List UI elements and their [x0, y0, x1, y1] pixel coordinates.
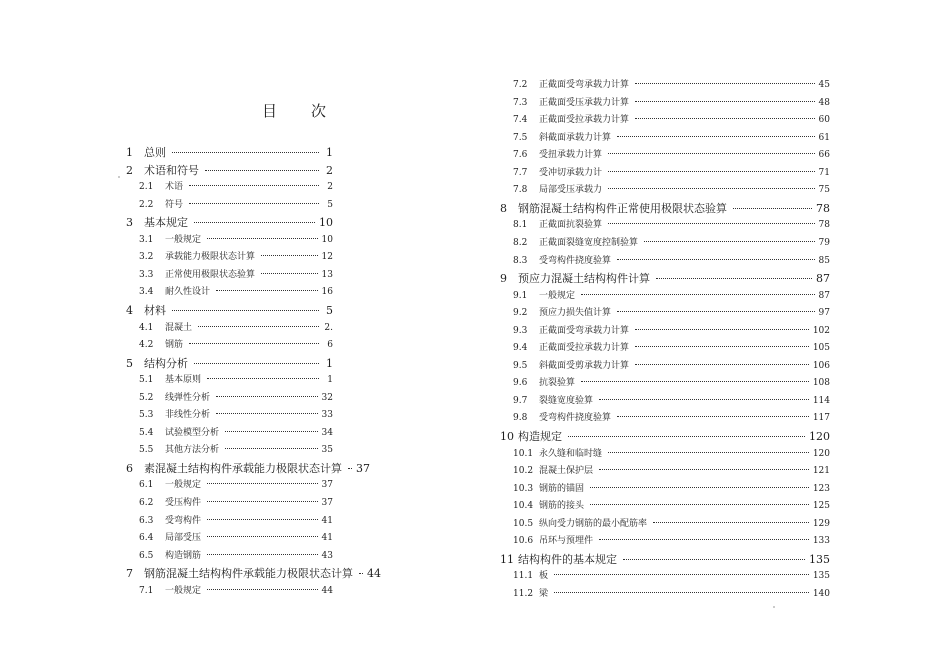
- toc-entry-title: 预应力损失值计算: [539, 308, 612, 319]
- toc-entry-page: 120: [812, 448, 830, 459]
- toc-entry-number: 6.2: [139, 498, 154, 508]
- toc-entry[interactable]: [126, 355, 333, 372]
- toc-entry-number: 7.3: [513, 97, 528, 108]
- toc-entry-number: 4.1: [139, 322, 154, 333]
- toc-entry[interactable]: [513, 568, 830, 585]
- toc-entry[interactable]: [513, 182, 830, 199]
- toc-entry-page: 87: [816, 272, 830, 286]
- toc-entry[interactable]: [513, 130, 830, 147]
- toc-entry-number: 8.2: [513, 237, 528, 248]
- toc-entry-title: 正常使用极限状态验算: [165, 269, 256, 280]
- toc-entry[interactable]: [139, 548, 333, 565]
- toc-entry[interactable]: [513, 235, 830, 252]
- toc-entry-title: 承载能力极限状态计算: [165, 252, 256, 263]
- toc-entry[interactable]: [513, 393, 830, 410]
- toc-entry-page: 48: [818, 97, 830, 108]
- toc-entry-title: 材料: [144, 303, 166, 317]
- toc-entry[interactable]: [513, 95, 830, 112]
- toc-title-char-1: 目: [262, 102, 278, 120]
- toc-entry-page: 60: [818, 115, 830, 126]
- toc-entry-page: 12: [321, 252, 333, 263]
- toc-entry-page: 114: [812, 395, 830, 406]
- dot-leader: [216, 396, 318, 397]
- toc-entry-number: 9.7: [513, 395, 528, 406]
- toc-entry-page: 37: [321, 498, 333, 508]
- toc-entry[interactable]: [500, 551, 830, 568]
- toc-entry-title: 受扭承载力计算: [539, 150, 603, 161]
- toc-entry-page: 75: [818, 185, 830, 196]
- toc-entry-number: 11: [500, 552, 514, 566]
- toc-entry[interactable]: [513, 217, 830, 234]
- toc-entry[interactable]: [513, 463, 830, 480]
- toc-entry[interactable]: [139, 249, 333, 266]
- dot-leader: [617, 136, 815, 137]
- toc-entry-number: 7.8: [513, 185, 528, 196]
- toc-entry-page: 123: [812, 483, 830, 494]
- toc-entry-page: 41: [321, 515, 333, 526]
- dot-leader: [599, 539, 809, 540]
- toc-entry[interactable]: [513, 305, 830, 322]
- dot-leader: [189, 185, 319, 186]
- toc-entry-page: 129: [812, 518, 830, 529]
- toc-entry-page: 87: [818, 290, 830, 301]
- dot-leader: [261, 273, 318, 274]
- dot-leader: [581, 381, 809, 382]
- toc-entry-number: 3.4: [139, 287, 154, 298]
- toc-entry-page: 106: [812, 360, 830, 371]
- toc-entry[interactable]: [513, 481, 830, 498]
- toc-entry-number: 7.5: [513, 132, 528, 143]
- dot-leader: [617, 416, 809, 417]
- toc-entry-title: 纵向受力钢筋的最小配筋率: [539, 518, 648, 529]
- toc-entry-title: 正截面抗裂验算: [539, 220, 603, 231]
- toc-entry[interactable]: [139, 372, 333, 389]
- toc-entry-number: 6: [126, 461, 133, 475]
- dot-leader: [207, 483, 318, 484]
- toc-entry-page: 97: [818, 308, 830, 319]
- toc-entry[interactable]: [513, 533, 830, 550]
- toc-entry[interactable]: [139, 179, 333, 196]
- toc-entry[interactable]: [139, 583, 333, 600]
- toc-entry-number: 3.2: [139, 252, 154, 263]
- toc-entry-title: 永久缝和临时缝: [539, 448, 603, 459]
- toc-entry-number: 9.6: [513, 378, 528, 389]
- dot-leader: [207, 554, 318, 555]
- toc-entry[interactable]: [139, 284, 333, 301]
- toc-entry-number: 10.6: [513, 536, 534, 547]
- toc-entry-number: 7.2: [513, 80, 528, 90]
- toc-entry-page: 35: [321, 445, 333, 456]
- toc-entry-page: 133: [812, 536, 830, 547]
- dot-leader: [590, 487, 809, 488]
- toc-entry-number: 10: [500, 430, 514, 443]
- toc-entry[interactable]: [126, 144, 333, 161]
- toc-entry[interactable]: [139, 477, 333, 494]
- toc-entry-number: 5.3: [139, 410, 154, 421]
- toc-entry-number: 5.1: [139, 375, 154, 386]
- dot-leader: [348, 468, 352, 469]
- toc-entry-title: 一般规定: [165, 234, 202, 245]
- toc-entry-number: 5.2: [139, 392, 154, 403]
- toc-entry-title: 正截面受拉承载力计算: [539, 115, 630, 126]
- toc-entry-title: 素混凝土结构构件承载能力极限状态计算: [144, 461, 342, 475]
- toc-entry-number: 10.4: [513, 501, 534, 512]
- toc-entry-number: 7.7: [513, 167, 528, 178]
- toc-entry-page: 85: [818, 255, 830, 266]
- toc-entry-title: 正截面裂缝宽度控制验算: [539, 237, 639, 248]
- toc-entry-page: 1: [326, 356, 333, 370]
- toc-entry[interactable]: [126, 565, 381, 582]
- toc-entry-number: 6.1: [139, 480, 154, 491]
- toc-entry-number: 7.6: [513, 150, 528, 161]
- toc-entry-title: 钢筋的接头: [539, 501, 585, 512]
- toc-entry[interactable]: [139, 407, 333, 424]
- toc-entry-title: 非线性分析: [165, 410, 211, 421]
- dot-leader: [207, 589, 318, 590]
- toc-entry[interactable]: [513, 410, 830, 427]
- scan-speck: [118, 176, 120, 178]
- toc-entry[interactable]: [513, 516, 830, 533]
- toc-entry-number: 2.1: [139, 182, 154, 193]
- toc-entry-page: 37: [356, 461, 370, 475]
- toc-entry-number: 6.5: [139, 550, 154, 561]
- toc-entry-title: 正截面受弯承载力计算: [539, 80, 630, 90]
- toc-entry-title: 受弯构件挠度验算: [539, 413, 612, 424]
- dot-leader: [635, 364, 809, 365]
- dot-leader: [194, 222, 315, 223]
- toc-entry[interactable]: [513, 586, 830, 603]
- toc-entry-number: 10.1: [513, 448, 534, 459]
- toc-entry-title: 钢筋: [165, 340, 184, 351]
- toc-entry-title: 构造规定: [518, 430, 562, 443]
- toc-entry[interactable]: [126, 460, 370, 477]
- toc-entry-number: 5.4: [139, 427, 154, 438]
- toc-entry-page: 135: [812, 571, 830, 582]
- dot-leader: [554, 592, 809, 593]
- toc-entry-page: 2: [326, 163, 333, 177]
- dot-leader: [216, 413, 318, 414]
- toc-entry-number: 3.3: [139, 269, 154, 280]
- dot-leader: [608, 223, 815, 224]
- dot-leader: [608, 153, 815, 154]
- toc-entry-page: 121: [812, 466, 830, 477]
- toc-entry[interactable]: [513, 375, 830, 392]
- toc-entry[interactable]: [513, 253, 830, 270]
- dot-leader: [635, 118, 815, 119]
- dot-leader: [359, 573, 363, 574]
- toc-entry[interactable]: [513, 77, 830, 94]
- toc-entry-title: 总则: [144, 146, 166, 159]
- toc-entry-number: 2: [126, 163, 133, 177]
- dot-leader: [635, 83, 815, 84]
- toc-entry-title: 受冲切承载力计: [539, 167, 603, 178]
- toc-entry[interactable]: [513, 358, 830, 375]
- toc-entry-number: 8.3: [513, 255, 528, 266]
- toc-entry-title: 梁: [539, 588, 549, 599]
- toc-entry[interactable]: [139, 495, 333, 512]
- dot-leader: [608, 171, 815, 172]
- toc-entry-title: 混凝土保护层: [539, 466, 594, 477]
- toc-entry-title: 受弯构件挠度验算: [539, 255, 612, 266]
- toc-entry-title: 局部受压承载力: [539, 185, 603, 196]
- toc-entry[interactable]: [513, 165, 830, 182]
- toc-entry-page: 41: [321, 533, 333, 544]
- toc-entry-page: 108: [812, 378, 830, 389]
- toc-entry-title: 基本规定: [144, 216, 188, 230]
- toc-entry-number: 5.5: [139, 445, 154, 456]
- toc-entry-page: 102: [812, 325, 830, 336]
- toc-entry-title: 板: [539, 571, 549, 582]
- toc-entry-number: 1: [126, 146, 133, 159]
- toc-entry-title: 斜截面承载力计算: [539, 132, 612, 143]
- toc-entry-number: 7: [126, 567, 133, 581]
- toc-entry[interactable]: [126, 214, 333, 231]
- toc-entry-page: 32: [321, 392, 333, 403]
- toc-entry-page: 43: [321, 550, 333, 561]
- toc-entry-title: 正截面受压承载力计算: [539, 97, 630, 108]
- toc-entry[interactable]: [513, 498, 830, 515]
- dot-leader: [216, 290, 318, 291]
- toc-entry-number: 9.8: [513, 413, 528, 424]
- dot-leader: [653, 522, 809, 523]
- toc-entry-page: 78: [816, 201, 830, 215]
- toc-entry-number: 7.1: [139, 585, 154, 596]
- toc-entry-title: 正截面受弯承载力计算: [539, 325, 630, 336]
- toc-entry-title: 术语: [165, 182, 184, 193]
- toc-entry-number: 11.1: [513, 571, 534, 582]
- toc-entry[interactable]: [139, 232, 333, 249]
- dot-leader: [644, 241, 815, 242]
- toc-entry[interactable]: [500, 270, 830, 287]
- dot-leader: [205, 170, 319, 171]
- toc-entry-page: 125: [812, 501, 830, 512]
- dot-leader: [623, 559, 805, 560]
- toc-entry-number: 8: [500, 201, 507, 215]
- toc-entry-number: 9.3: [513, 325, 528, 336]
- toc-entry-page: 10: [321, 234, 333, 245]
- dot-leader: [635, 101, 815, 102]
- toc-entry[interactable]: [500, 200, 830, 217]
- dot-leader: [590, 504, 809, 505]
- toc-entry-number: 9.4: [513, 343, 528, 354]
- toc-entry-number: 4.2: [139, 340, 154, 351]
- dot-leader: [608, 452, 809, 453]
- toc-entry-title: 受弯构件: [165, 515, 202, 526]
- toc-entry-page: 71: [818, 167, 830, 178]
- toc-entry-title: 结构分析: [144, 356, 188, 370]
- toc-entry[interactable]: [139, 513, 333, 530]
- toc-entry-title: 钢筋的锚固: [539, 483, 585, 494]
- dot-leader: [554, 574, 809, 575]
- toc-entry[interactable]: [126, 162, 333, 179]
- dot-leader: [172, 310, 319, 311]
- toc-entry[interactable]: [513, 446, 830, 463]
- toc-entry-number: 6.3: [139, 515, 154, 526]
- toc-entry-page: 66: [818, 150, 830, 161]
- toc-entry-number: 9.1: [513, 290, 528, 301]
- dot-leader: [581, 294, 815, 295]
- dot-leader: [225, 431, 318, 432]
- toc-entry[interactable]: [139, 390, 333, 407]
- toc-entry-title: 正截面受拉承载力计算: [539, 343, 630, 354]
- toc-entry-page: 140: [812, 588, 830, 599]
- toc-entry-page: 34: [321, 427, 333, 438]
- toc-entry-page: 44: [321, 585, 333, 596]
- toc-entry-title: 其他方法分析: [165, 445, 220, 456]
- toc-entry[interactable]: [139, 425, 333, 442]
- toc-entry-page: 6: [327, 340, 333, 351]
- toc-entry-page: 16: [321, 287, 333, 298]
- toc-entry-page: 135: [809, 552, 830, 566]
- toc-entry-title: 裂缝宽度验算: [539, 395, 594, 406]
- dot-leader: [599, 469, 809, 470]
- toc-entry-page: 2.: [324, 322, 333, 333]
- toc-entry[interactable]: [513, 323, 830, 340]
- toc-entry-title: 钢筋混凝土结构构件正常使用极限状态验算: [518, 201, 727, 215]
- toc-entry-page: 105: [812, 343, 830, 354]
- toc-entry-page: 5: [326, 303, 333, 317]
- dot-leader: [617, 311, 815, 312]
- toc-entry-title: 耐久性设计: [165, 287, 211, 298]
- dot-leader: [617, 259, 815, 260]
- toc-entry-title: 局部受压: [165, 533, 202, 544]
- toc-entry-title: 抗裂验算: [539, 378, 576, 389]
- toc-entry-number: 9.2: [513, 308, 528, 319]
- toc-entry-title: 结构构件的基本规定: [518, 552, 617, 566]
- toc-entry-page: 61: [818, 132, 830, 143]
- toc-entry-title: 线弹性分析: [165, 392, 211, 403]
- toc-entry-number: 10.3: [513, 483, 534, 494]
- toc-entry-number: 10.5: [513, 518, 534, 529]
- dot-leader: [656, 278, 812, 279]
- toc-entry[interactable]: [513, 340, 830, 357]
- dot-leader: [733, 208, 812, 209]
- toc-entry-page: 10: [319, 216, 333, 230]
- toc-entry[interactable]: [126, 302, 333, 319]
- dot-leader: [194, 363, 319, 364]
- dot-leader: [207, 536, 318, 537]
- toc-entry-title: 预应力混凝土结构构件计算: [518, 272, 650, 286]
- toc-entry[interactable]: [513, 288, 830, 305]
- dot-leader: [189, 343, 319, 344]
- toc-entry[interactable]: [513, 147, 830, 164]
- dot-leader: [189, 203, 319, 204]
- toc-entry-title: 试验模型分析: [165, 427, 220, 438]
- dot-leader: [225, 448, 318, 449]
- dot-leader: [635, 329, 809, 330]
- toc-entry-number: 8.1: [513, 220, 528, 231]
- dot-leader: [568, 436, 805, 437]
- toc-title-char-2: 次: [311, 102, 327, 120]
- toc-entry-number: 5: [126, 356, 133, 370]
- scan-speck: [773, 606, 775, 608]
- toc-entry[interactable]: [139, 267, 333, 284]
- toc-entry-title: 基本原则: [165, 375, 202, 386]
- toc-entry-title: 混凝土: [165, 322, 193, 333]
- toc-entry-number: 2.2: [139, 199, 154, 210]
- toc-entry[interactable]: [139, 442, 333, 459]
- toc-entry-page: 79: [818, 237, 830, 248]
- toc-entry-number: 6.4: [139, 533, 154, 544]
- toc-entry-title: 术语和符号: [144, 163, 199, 177]
- toc-entry-number: 3.1: [139, 234, 154, 245]
- toc-entry-number: 9: [500, 272, 507, 286]
- toc-entry-title: 受压构件: [165, 498, 202, 508]
- toc-entry-number: 7.4: [513, 115, 528, 126]
- toc-entry-page: 5: [327, 199, 333, 210]
- toc-entry[interactable]: [139, 530, 333, 547]
- toc-entry-title: 一般规定: [165, 585, 202, 596]
- toc-entry[interactable]: [139, 197, 333, 214]
- toc-entry-title: 斜截面受剪承载力计算: [539, 360, 630, 371]
- toc-entry-page: 117: [812, 413, 830, 424]
- toc-entry-number: 10.2: [513, 466, 534, 477]
- toc-entry-page: 1: [327, 375, 333, 386]
- toc-entry-page: 33: [321, 410, 333, 421]
- dot-leader: [207, 378, 319, 379]
- toc-entry-number: 11.2: [513, 588, 534, 599]
- dot-leader: [261, 255, 318, 256]
- toc-entry-page: 44: [367, 567, 381, 581]
- toc-entry[interactable]: [139, 337, 333, 354]
- toc-entry[interactable]: [139, 320, 333, 337]
- toc-entry-page: 120: [809, 430, 830, 443]
- toc-entry-number: 9.5: [513, 360, 528, 371]
- toc-entry-title: 吊环与预埋件: [539, 536, 594, 547]
- toc-entry-number: 4: [126, 303, 133, 317]
- toc-entry-page: 37: [321, 480, 333, 491]
- dot-leader: [198, 326, 319, 327]
- toc-entry-title: 一般规定: [539, 290, 576, 301]
- toc-entry-page: 45: [818, 80, 830, 90]
- toc-entry-title: 构造钢筋: [165, 550, 202, 561]
- toc-entry[interactable]: [500, 428, 830, 445]
- dot-leader: [207, 238, 318, 239]
- dot-leader: [635, 346, 809, 347]
- toc-entry-title: 钢筋混凝土结构构件承载能力极限状态计算: [144, 567, 353, 581]
- toc-entry-page: 78: [818, 220, 830, 231]
- toc-entry-page: 1: [326, 146, 333, 159]
- dot-leader: [608, 188, 815, 189]
- toc-entry-page: 13: [321, 269, 333, 280]
- right-page: [468, 0, 936, 662]
- toc-entry-title: 符号: [165, 199, 184, 210]
- dot-leader: [172, 152, 319, 153]
- toc-entry[interactable]: [513, 112, 830, 129]
- toc-entry-page: 2: [327, 182, 333, 193]
- toc-entry-number: 3: [126, 216, 133, 230]
- dot-leader: [599, 399, 809, 400]
- dot-leader: [207, 501, 318, 502]
- toc-title: [262, 100, 326, 121]
- dot-leader: [207, 519, 318, 520]
- toc-entry-title: 一般规定: [165, 480, 202, 491]
